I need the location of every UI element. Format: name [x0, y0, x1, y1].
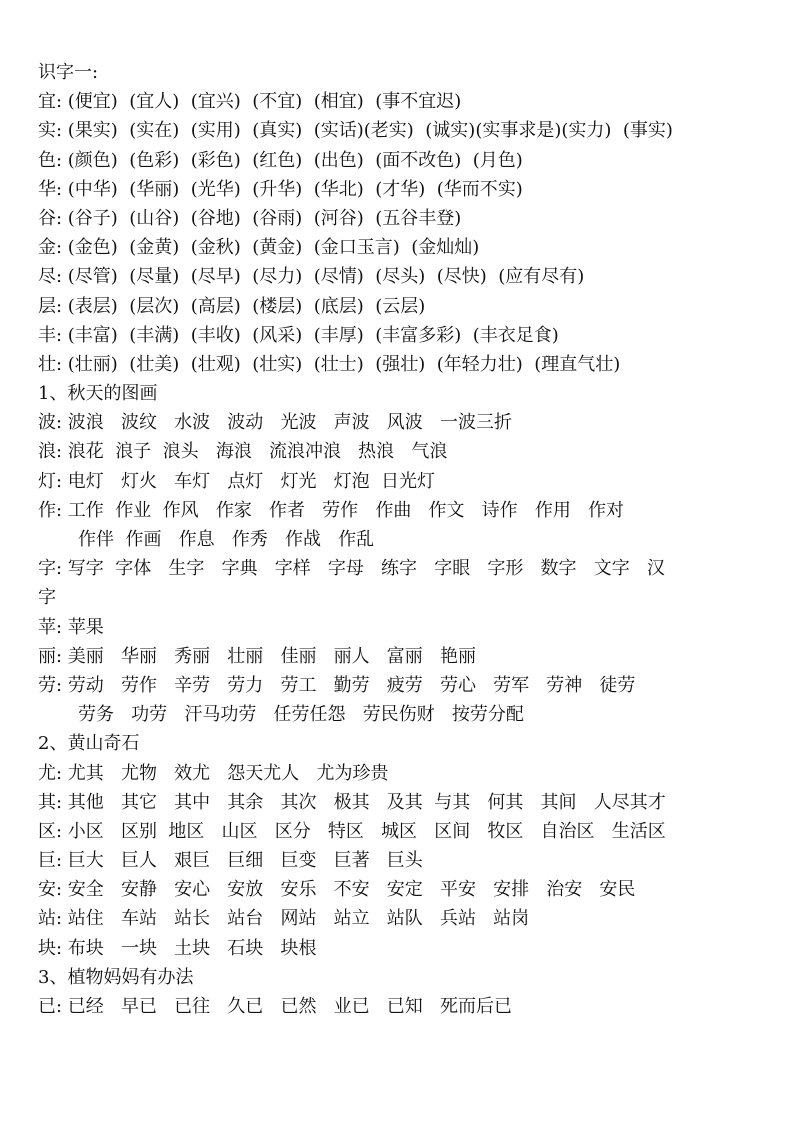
- section-heading: 3、植物妈妈有办法: [38, 966, 194, 988]
- word-line-hua: 华: (中华) (华丽) (光华) (升华) (华北) (才华) (华而不实): [38, 178, 523, 200]
- word-line-jin-exhaust: 尽: (尽管) (尽量) (尽早) (尽力) (尽情) (尽头) (尽快) (应有尽有): [38, 266, 585, 288]
- word-line-qi: 其: 其他 其它 其中 其余 其次 极其 及其 与其 何其 其间 人尽其才: [38, 791, 666, 813]
- word-line-zi: 字: 写字 字体 生字 字典 字样 字母 练字 字眼 字形 数字 文字 汉: [38, 558, 665, 580]
- word-line-zhuang: 壮: (壮丽) (壮美) (壮观) (壮实) (壮士) (强壮) (年轻力壮) (理直气壮): [38, 353, 621, 375]
- word-line-deng: 灯: 电灯 灯火 车灯 点灯 灯光 灯泡 日光灯: [38, 470, 436, 492]
- word-line-shi: 实: (果实) (实在) (实用) (真实) (实话)(老实) (诚实)(实事求是)(实力) (事实): [38, 120, 673, 142]
- word-line-lao: 劳: 劳动 劳作 辛劳 劳力 劳工 勤劳 疲劳 劳心 劳军 劳神 徒劳: [38, 674, 636, 696]
- word-line-jin: 金: (金色) (金黄) (金秋) (黄金) (金口玉言) (金灿灿): [38, 237, 480, 259]
- word-line-yi-already: 已: 已经 早已 已往 久已 已然 业已 已知 死而后已: [38, 996, 512, 1017]
- word-line-lao-continued: 劳务 功劳 汗马功劳 任劳任怨 劳民伤财 按劳分配: [78, 704, 524, 726]
- word-line-kuai: 块: 布块 一块 土块 石块 块根: [38, 937, 317, 959]
- section-heading: 识字一:: [38, 62, 99, 83]
- word-line-bo: 波: 波浪 波纹 水波 波动 光波 声波 风波 一波三折: [38, 412, 512, 434]
- word-line-zuo: 作: 工作 作业 作风 作家 作者 劳作 作曲 作文 诗作 作用 作对: [38, 499, 624, 521]
- word-line-you: 尤: 尤其 尤物 效尤 怨天尤人 尤为珍贵: [38, 762, 389, 784]
- word-line-ju: 巨: 巨大 巨人 艰巨 巨细 巨变 巨著 巨头: [38, 850, 423, 872]
- word-line-feng: 丰: (丰富) (丰满) (丰收) (风采) (丰厚) (丰富多彩) (丰衣足食): [38, 324, 559, 346]
- word-line-gu: 谷: (谷子) (山谷) (谷地) (谷雨) (河谷) (五谷丰登): [38, 207, 462, 229]
- word-line-li: 丽: 美丽 华丽 秀丽 壮丽 佳丽 丽人 富丽 艳丽: [38, 645, 476, 667]
- section-heading: 2、黄山奇石: [38, 733, 140, 755]
- word-line-lang: 浪: 浪花 浪子 浪头 海浪 流浪冲浪 热浪 气浪: [38, 441, 448, 463]
- word-line-qu: 区: 小区 区别 地区 山区 区分 特区 城区 区间 牧区 自治区 生活区: [38, 820, 666, 842]
- word-line-zi-continued: 字: [38, 587, 56, 609]
- word-line-ceng: 层: (表层) (层次) (高层) (楼层) (底层) (云层): [38, 295, 426, 317]
- word-line-ping: 苹: 苹果: [38, 616, 104, 638]
- word-line-an: 安: 安全 安静 安心 安放 安乐 不安 安定 平安 安排 治安 安民: [38, 879, 636, 901]
- section-heading: 1、秋天的图画: [38, 383, 158, 405]
- word-line-zhan: 站: 站住 车站 站长 站台 网站 站立 站队 兵站 站岗: [38, 908, 530, 930]
- word-line-yi: 宜: (便宜) (宜人) (宜兴) (不宜) (相宜) (事不宜迟): [38, 91, 462, 113]
- word-line-zuo-continued: 作伴 作画 作息 作秀 作战 作乱: [78, 529, 375, 550]
- word-line-se: 色: (颜色) (色彩) (彩色) (红色) (出色) (面不改色) (月色): [38, 149, 523, 171]
- word-list-document: [38, 58, 768, 1021]
